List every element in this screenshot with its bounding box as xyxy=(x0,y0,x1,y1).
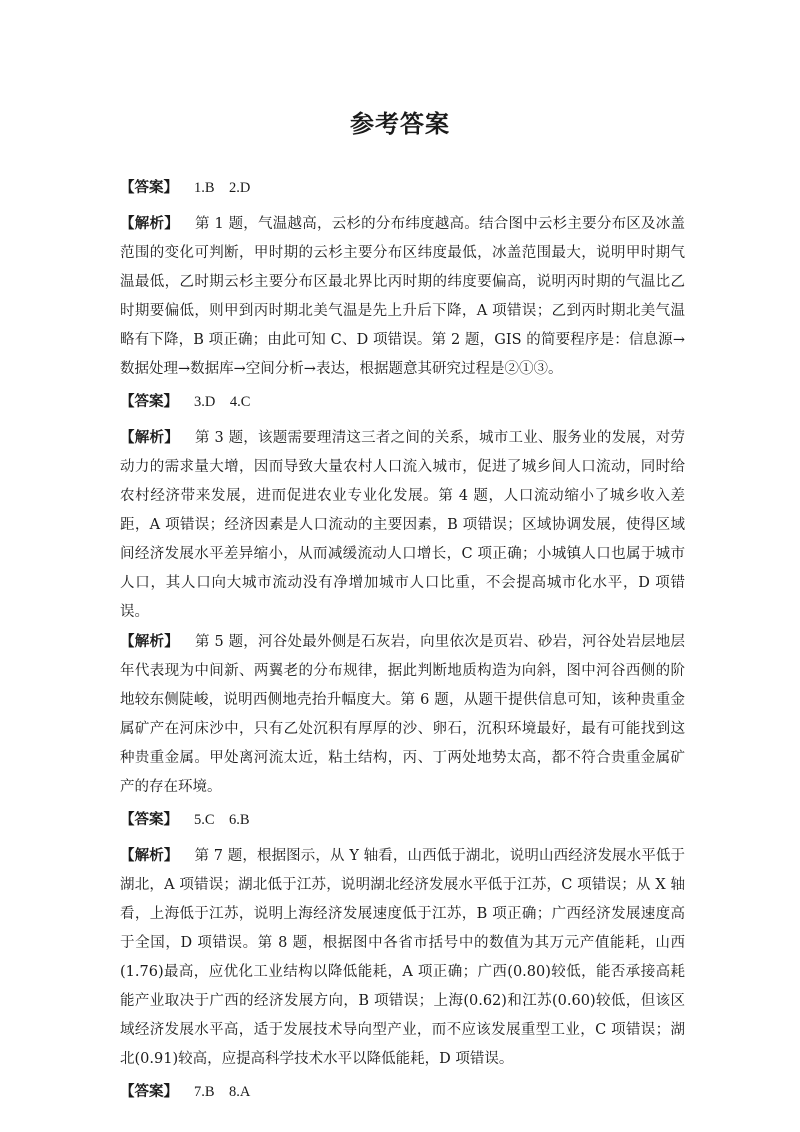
answer-label: 【答案】 xyxy=(120,393,178,410)
analysis-label: 【解析】 xyxy=(120,633,179,650)
answer-label: 【答案】 xyxy=(120,1083,178,1100)
analysis-text: 第 7 题，根据图示，从 Y 轴看，山西低于湖北，说明山西经济发展水平低于湖北，A 项错误；湖北低于江苏，说明湖北经济发展水平低于江苏，C 项错误；从 X 轴看，上海低于江苏，说明上海经济发展速度低于江苏，B 项正确；广西经济发展速度高于全国，D 项错误。第 8 题，根据图中各省市括号中的数值为其万元产值能耗，山西(1.76)最高，应优化工业结构以降低能耗，A 项正确；广西(0.80)较低，能否承接高耗能产业取决于广西的经济发展方向，B 项错误；上海(0.62)和江苏(0.60)较低，但该区域经济发展水平高，适于发展技术导向型产业，而不应该发展重型工业，C 项错误；湖北(0.91)较高，应提高科学技术水平以降低能耗，D 项错误。 xyxy=(120,848,686,1067)
analysis-block xyxy=(120,627,685,802)
analysis-label: 【解析】 xyxy=(120,429,179,446)
answer-block xyxy=(120,173,685,203)
answer-label: 【答案】 xyxy=(120,179,178,196)
answer-text: 3.D 4.C xyxy=(194,394,251,410)
answer-content xyxy=(120,170,685,1113)
analysis-text: 第 3 题，该题需要理清这三者之间的关系，城市工业、服务业的发展，对劳动力的需求量大增，因而导致大量农村人口流入城市，促进了城乡间人口流动，同时给农村经济带来发展，进而促进农业专业化发展。第 4 题，人口流动缩小了城乡收入差距，A 项错误；经济因素是人口流动的主要因素，B 项错误；区域协调发展，使得区域间经济发展水平差异缩小，从而减缓流动人口增长，C 项正确；小城镇人口也属于城市人口，其人口向大城市流动没有净增加城市人口比重，不会提高城市化水平，D 项错误。 xyxy=(120,430,686,620)
answer-text: 1.B 2.D xyxy=(194,180,251,196)
answer-label: 【答案】 xyxy=(120,811,178,828)
analysis-text: 第 1 题，气温越高，云杉的分布纬度越高。结合图中云杉主要分布区及冰盖范围的变化可判断，甲时期的云杉主要分布区纬度最低，冰盖范围最大，说明甲时期气温最低，乙时期云杉主要分布区最北界比丙时期的纬度要偏高，说明丙时期的气温比乙时期要偏低，则甲到丙时期北美气温是先上升后下降，A 项错误；乙到丙时期北美气温略有下降，B 项正确；由此可知 C、D 项错误。第 2 题，GIS 的简要程序是：信息源→数据处理→数据库→空间分析→表达，根据题意其研究过程是②①③。 xyxy=(120,216,686,377)
answer-block xyxy=(120,387,685,417)
answer-text: 7.B 8.A xyxy=(194,1084,251,1100)
analysis-label: 【解析】 xyxy=(120,847,179,864)
analysis-block xyxy=(120,209,685,384)
answer-text: 5.C 6.B xyxy=(194,812,250,828)
answer-block xyxy=(120,1077,685,1107)
page-title: 参考答案 xyxy=(350,109,450,138)
analysis-label: 【解析】 xyxy=(120,215,179,232)
analysis-text: 第 5 题，河谷处最外侧是石灰岩，向里依次是页岩、砂岩，河谷处岩层地层年代表现为中间新、两翼老的分布规律，据此判断地质构造为向斜，图中河谷西侧的阶地较东侧陡峻，说明西侧地壳抬升幅度大。第 6 题，从题干提供信息可知，该种贵重金属矿产在河床沙中，只有乙处沉积有厚厚的沙、卵石，沉积环境最好，最有可能找到这种贵重金属。甲处离河流太近，粘土结构，丙、丁两处地势太高，都不符合贵重金属矿产的存在环境。 xyxy=(120,634,686,795)
analysis-block xyxy=(120,423,685,627)
answer-block xyxy=(120,805,685,835)
analysis-block xyxy=(120,841,685,1074)
